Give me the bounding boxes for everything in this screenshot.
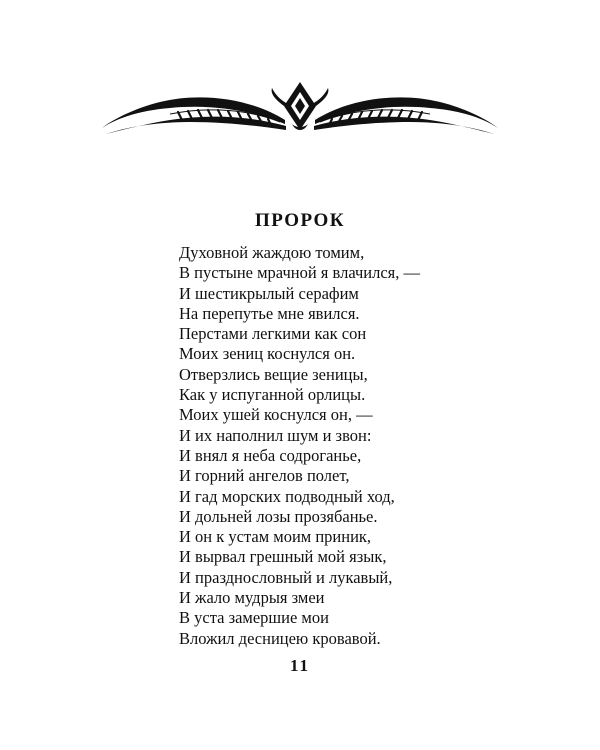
- poem-body: [179, 243, 499, 649]
- poem-line: И внял я неба содроганье,: [179, 445, 362, 465]
- poem-line: И их наполнил шум и звон:: [179, 425, 372, 445]
- poem-line: Моих зениц коснулся он.: [179, 344, 356, 364]
- decorative-flourish-icon: [100, 80, 500, 140]
- poem-line: И жало мудрыя змеи: [179, 588, 325, 608]
- page-number: 11: [289, 656, 311, 675]
- poem-line: И горний ангелов полет,: [179, 466, 350, 486]
- poem-line: В уста замершие мои: [179, 608, 329, 628]
- poem-line: Духовной жаждою томим,: [179, 243, 365, 262]
- poem-line: И он к устам моим приник,: [179, 527, 372, 547]
- poem-line: И дольней лозы прозябанье.: [179, 506, 378, 526]
- poem-line: И вырвал грешный мой язык,: [179, 547, 387, 567]
- poem-line: И гад морских подводный ход,: [179, 486, 395, 506]
- poem-line: Отверзлись вещие зеницы,: [179, 364, 368, 384]
- poem-line: В пустыне мрачной я влачился, —: [179, 263, 421, 283]
- poem-line: Моих ушей коснулся он, —: [179, 405, 373, 425]
- poem-line: Как у испуганной орлицы.: [179, 385, 366, 405]
- poem-line: Вложил десницею кровавой.: [179, 628, 381, 648]
- poem-line: И празднословный и лукавый,: [179, 567, 393, 587]
- poem-line: Перстами легкими как сон: [179, 324, 367, 344]
- poem-line: На перепутье мне явился.: [179, 303, 360, 323]
- poem-title: ПРОРОК: [254, 210, 346, 231]
- poem-line: И шестикрылый серафим: [179, 283, 359, 303]
